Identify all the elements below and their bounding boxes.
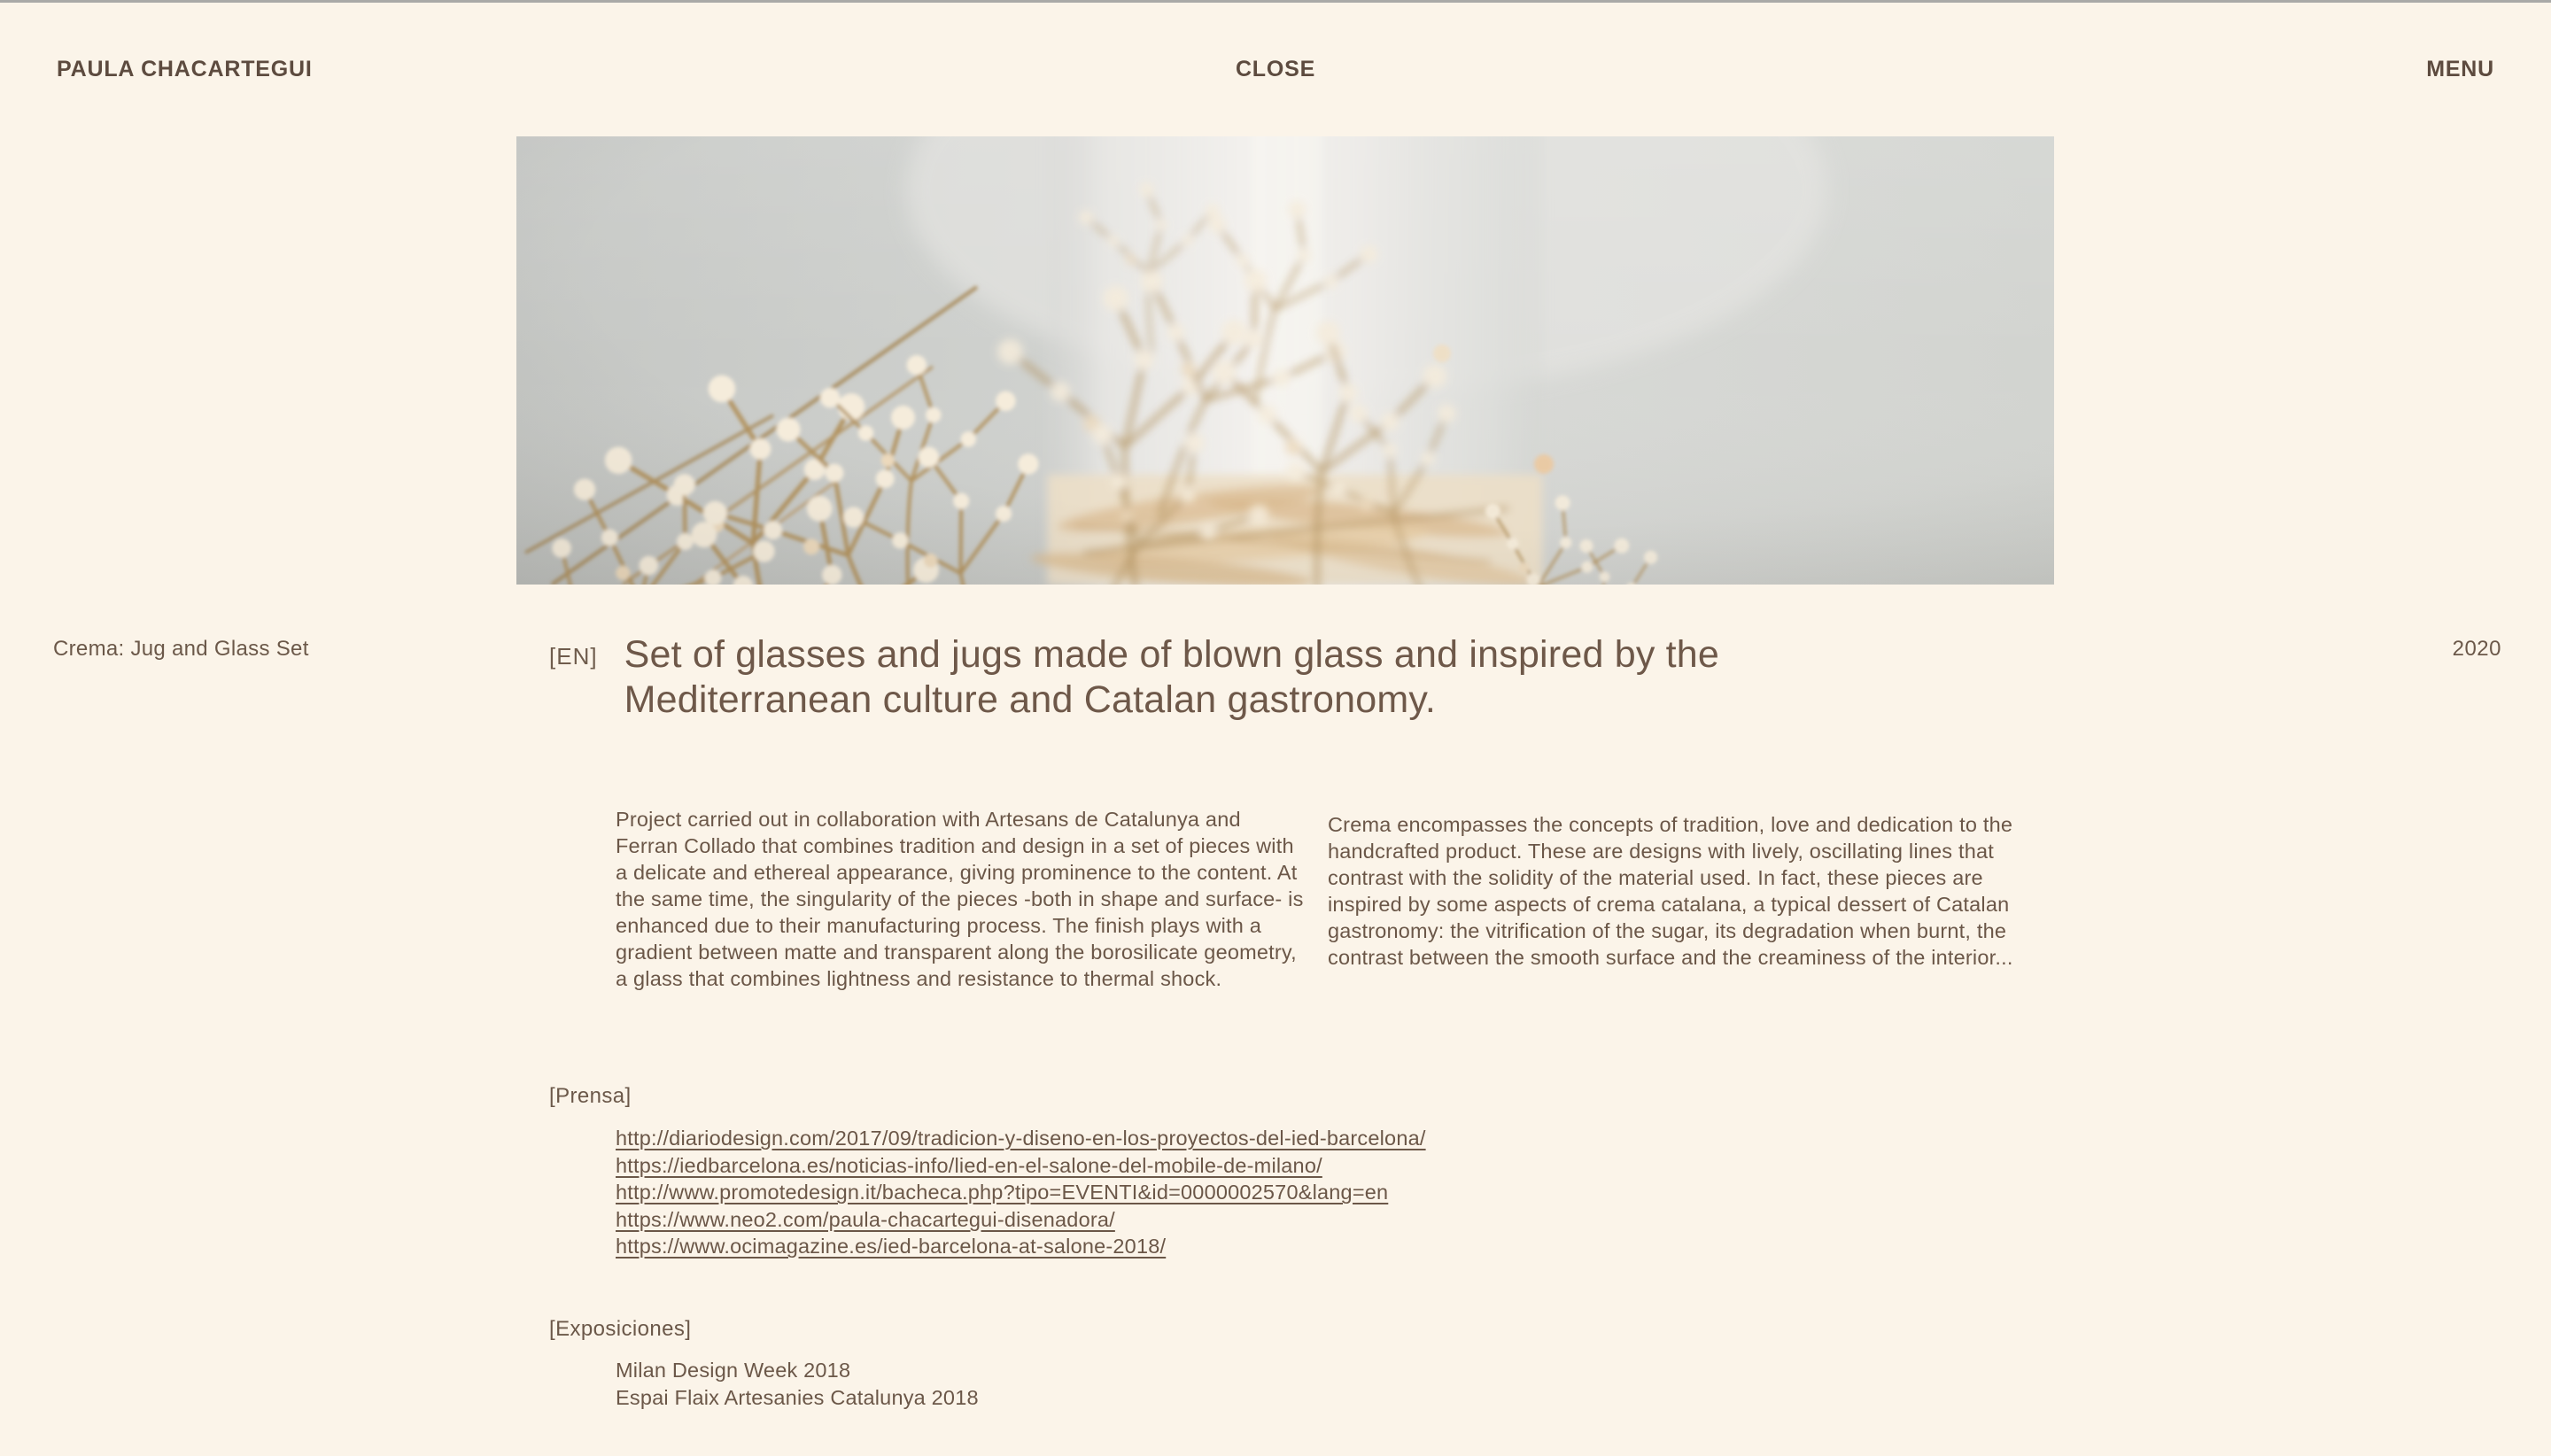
press-link[interactable]: https://iedbarcelona.es/noticias-info/lied-en-el-salone-del-mobile-de-milano/: [616, 1153, 1322, 1177]
exhibitions-list: [616, 1357, 979, 1412]
site-brand[interactable]: PAULA CHACARTEGUI: [57, 57, 313, 81]
hero-photo-illustration: [516, 136, 2054, 585]
menu-button[interactable]: MENU: [2426, 57, 2494, 81]
project-year: 2020: [2452, 637, 2501, 661]
language-tag: [EN]: [549, 643, 598, 670]
exhibition-item: Milan Design Week 2018: [616, 1359, 851, 1382]
exhibition-item: Espai Flaix Artesanies Catalunya 2018: [616, 1386, 979, 1409]
project-title: Set of glasses and jugs made of blown glass and inspired by the Mediterranean culture and Catalan gastronomy.: [624, 633, 1720, 721]
description-column-2: Crema encompasses the concepts of tradition, love and dedication to the handcrafted product. These are designs with lively, oscillating lines that contrast with the solidity of the material used. In fact, these pieces are inspired by some aspects of crema catalana, a typical dessert of Catalan gastronomy: the vitrification of the sugar, its degradation when burnt, the contrast between the smooth surface and the creaminess of the interior...: [1328, 813, 2013, 969]
press-link[interactable]: https://www.neo2.com/paula-chacartegui-disenadora/: [616, 1207, 1115, 1231]
description-column-1: Project carried out in collaboration with Artesans de Catalunya and Ferran Collado that combines tradition and design in a set of pieces with a delicate and ethereal appearance, giving prominence to the content. At the same time, the singularity of the pieces -both in shape and surface- is enhanced due to their manufacturing process. The finish plays with a gradient between matte and transparent along the borosilicate geometry, a glass that combines lightness and resistance to thermal shock.: [616, 807, 1304, 990]
hero-image: [516, 136, 2054, 585]
press-link[interactable]: http://www.promotedesign.it/bacheca.php?tipo=EVENTI&id=0000002570&lang=en: [616, 1181, 1389, 1204]
project-description: [616, 785, 2029, 1012]
exhibitions-section-label: [Exposiciones]: [549, 1317, 692, 1341]
press-section-label: [Prensa]: [549, 1084, 632, 1108]
press-link[interactable]: https://www.ocimagazine.es/ied-barcelona-at-salone-2018/: [616, 1235, 1167, 1259]
press-link[interactable]: http://diariodesign.com/2017/09/tradicion-y-diseno-en-los-proyectos-del-ied-barcelona/: [616, 1127, 1426, 1150]
press-links: [616, 1125, 1426, 1260]
close-button[interactable]: CLOSE: [1235, 57, 1316, 81]
project-title-row: [549, 632, 1891, 723]
project-name-label: Crema: Jug and Glass Set: [53, 637, 309, 661]
top-hairline: [0, 0, 2551, 3]
